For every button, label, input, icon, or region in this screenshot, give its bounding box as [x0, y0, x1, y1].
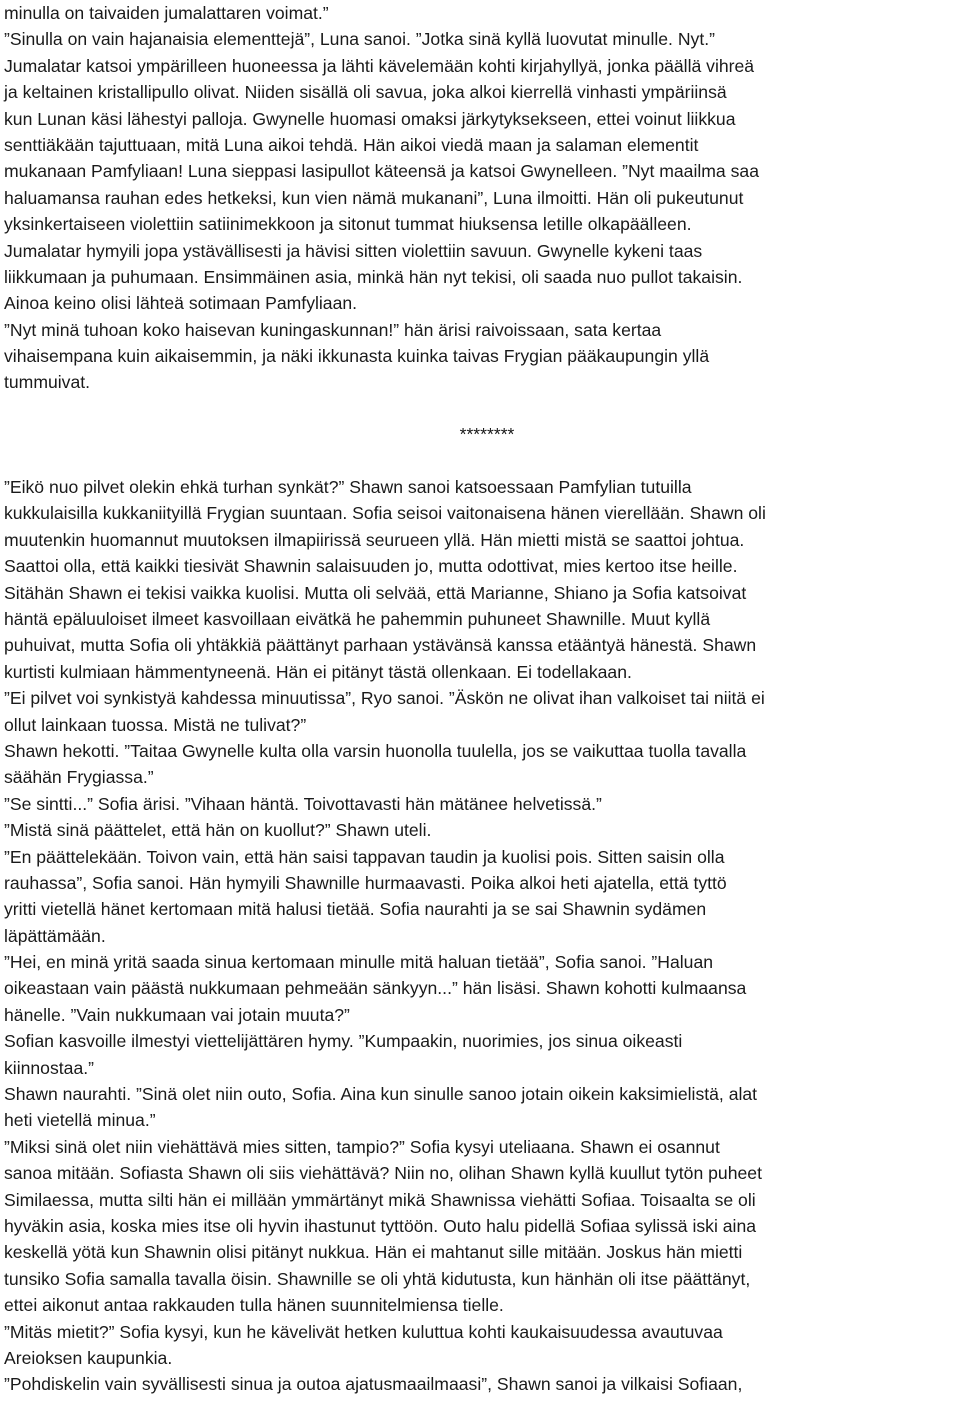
text-line: hyväkin asia, koska mies itse oli hyvin ihastunut tyttöön. Outo halu pidellä Sofiaa sylissä iski aina: [4, 1215, 757, 1236]
text-line: ollut lainkaan tuossa. Mistä ne tulivat?”: [4, 714, 307, 735]
text-line: Areioksen kaupunkia.: [4, 1347, 173, 1368]
text-line: Jumalatar hymyili jopa ystävällisesti ja hävisi sitten violettiin savuun. Gwynelle kykeni taas: [4, 240, 703, 261]
text-line: läpättämään.: [4, 925, 106, 946]
text-line: vihaisempana kuin aikaisemmin, ja näki ikkunasta kuinka taivas Frygian pääkaupungin yllä: [4, 346, 710, 367]
text-line: hänelle. ”Vain nukkumaan vai jotain muuta?”: [4, 1004, 350, 1025]
text-line: ja keltainen kristallipullo olivat. Niiden sisällä oli savua, joka alkoi kierrellä vinhasti ympäriinsä: [4, 82, 727, 103]
blank-line: [4, 396, 954, 422]
text-line: senttiäkään tajuttuaan, mitä Luna aikoi tehdä. Hän aikoi viedä maan ja salaman elementit: [4, 134, 699, 155]
text-line: rauhassa”, Sofia sanoi. Hän hymyili Shawnille hurmaavasti. Poika alkoi heti ajatella, että tyttö: [4, 872, 727, 893]
text-line: Shawn hekotti. ”Taitaa Gwynelle kulta olla varsin huonolla tuulella, jos se vaikuttaa tuolla tavalla: [4, 740, 747, 761]
text-line: Sofian kasvoille ilmestyi viettelijättären hymy. ”Kumpaakin, nuorimies, jos sinua oikeasti: [4, 1031, 683, 1052]
text-line: sanoa mitään. Sofiasta Shawn oli siis viehättävä? Niin no, olihan Shawn kyllä kuullut tytön puheet: [4, 1163, 762, 1184]
text-line: ”Pohdiskelin vain syvällisesti sinua ja outoa ajatusmaailmaasi”, Shawn sanoi ja vilkaisi Sofiaan,: [4, 1374, 743, 1395]
text-line: häntä epäluuloiset ilmeet kasvoillaan eivätkä he pahemmin puhuneet Shawnille. Muut kyllä: [4, 608, 711, 629]
text-line: Sitähän Shawn ei tekisi vaikka kuolisi. Mutta oli selvää, että Marianne, Shiano ja Sofia katsoivat: [4, 582, 747, 603]
document-page: [4, 0, 954, 1398]
blank-line: [4, 448, 954, 474]
text-line: ”En päättelekään. Toivon vain, että hän saisi tappavan taudin ja kuolisi pois. Sitten saisin olla: [4, 846, 725, 867]
text-line: ettei aikonut antaa rakkauden tulla hänen suunnitelmiensa tielle.: [4, 1295, 504, 1316]
text-line: puhuivat, mutta Sofia oli yhtäkkiä päättänyt parhaan ystävänsä kanssa etääntyä hänestä. Shawn: [4, 635, 757, 656]
text-line: keskellä yötä kun Shawnin olisi pitänyt nukkua. Hän ei mahtanut sille mitään. Joskus hän mietti: [4, 1242, 743, 1263]
text-line: muutenkin huomannut muutoksen ilmapiirissä seurueen yllä. Hän mietti mistä se saattoi johtua.: [4, 529, 745, 550]
text-line: ”Nyt minä tuhoan koko haisevan kuningaskunnan!” hän ärisi raivoissaan, sata kertaa: [4, 319, 662, 340]
text-line: ”Ei pilvet voi synkistyä kahdessa minuutissa”, Ryo sanoi. ”Äskön ne olivat ihan valkoiset tai niitä ei: [4, 688, 765, 709]
text-line: haluamansa rauhan edes hetkeksi, kun vien nämä mukanani”, Luna ilmoitti. Hän oli pukeutunut: [4, 187, 744, 208]
text-line: ”Mistä sinä päättelet, että hän on kuollut?” Shawn uteli.: [4, 820, 432, 841]
text-line: Similaessa, mutta silti hän ei millään ymmärtänyt mikä Shawnissa viehätti Sofiaa. Toisaalta se oli: [4, 1189, 756, 1210]
text-line: Ainoa keino olisi lähteä sotimaan Pamfyliaan.: [4, 293, 358, 314]
text-line: heti vietellä minua.”: [4, 1110, 156, 1131]
text-line: kurtisti kulmiaan hämmentyneenä. Hän ei pitänyt tästä ollenkaan. Ei todellakaan.: [4, 661, 632, 682]
text-line: ”Eikö nuo pilvet olekin ehkä turhan synkät?” Shawn sanoi katsoessaan Pamfylian tutuilla: [4, 477, 692, 498]
text-line: ”Hei, en minä yritä saada sinua kertomaan minulle mitä haluan tietää”, Sofia sanoi. ”Haluan: [4, 952, 714, 973]
text-line: ”Mitäs mietit?” Sofia kysyi, kun he kävelivät hetken kuluttua kohti kaukaisuudessa avautuvaa: [4, 1321, 723, 1342]
text-line: yksinkertaiseen violettiin satiinimekkoon ja sitonut tummat hiuksensa letille olkapäälleen.: [4, 214, 692, 235]
text-line: tummuivat.: [4, 372, 91, 393]
text-line: minulla on taivaiden jumalattaren voimat.”: [4, 3, 329, 23]
text-line: ”Miksi sinä olet niin viehättävä mies sitten, tampio?” Sofia kysyi uteliaana. Shawn ei osannut: [4, 1136, 720, 1157]
text-line: Saattoi olla, että kaikki tiesivät Shawnin salaisuuden jo, mutta odottivat, mies kertoo itse heille.: [4, 556, 738, 577]
text-line: tunsiko Sofia samalla tavalla öisin. Shawnille se oli yhtä kidutusta, kun hänhän oli itse päättänyt,: [4, 1268, 751, 1289]
text-line: mukanaan Pamfyliaan! Luna sieppasi lasipullot käteensä ja katsoi Gwynelleen. ”Nyt maailma saa: [4, 161, 759, 182]
text-line: Shawn naurahti. ”Sinä olet niin outo, Sofia. Aina kun sinulle sanoo jotain oikein kaksimielistä, alat: [4, 1084, 758, 1105]
text-line: oikeastaan vain päästä nukkumaan pehmeään sänkyyn...” hän lisäsi. Shawn kohotti kulmaansa: [4, 978, 747, 999]
text-line: kukkulaisilla kukkaniityillä Frygian suuntaan. Sofia seisoi vaitonaisena hänen vierellään. Shawn oli: [4, 503, 766, 524]
section-2: [4, 474, 954, 1398]
text-line: liikkumaan ja puhumaan. Ensimmäinen asia, minkä hän nyt tekisi, oli saada nuo pullot takaisin.: [4, 266, 743, 287]
text-line: yritti vietellä hänet kertomaan mitä halusi tietää. Sofia naurahti ja se sai Shawnin sydämen: [4, 899, 707, 920]
text-line: ”Se sintti...” Sofia ärisi. ”Vihaan häntä. Toivottavasti hän mätänee helvetissä.”: [4, 793, 602, 814]
text-line: ”Sinulla on vain hajanaisia elementtejä”, Luna sanoi. ”Jotka sinä kyllä luovutat minulle. Nyt.”: [4, 29, 715, 50]
text-line: kun Lunan käsi lähestyi palloja. Gwynelle huomasi omaksi järkytyksekseen, ettei voinut liikkua: [4, 108, 736, 129]
section-1: [4, 0, 954, 396]
text-line: kiinnostaa.”: [4, 1057, 94, 1078]
text-line: säähän Frygiassa.”: [4, 767, 154, 788]
text-line: Jumalatar katsoi ympärilleen huoneessa ja lähti kävelemään kohti kirjahyllyä, jonka päällä vihreä: [4, 55, 755, 76]
section-separator: ********: [459, 424, 515, 445]
